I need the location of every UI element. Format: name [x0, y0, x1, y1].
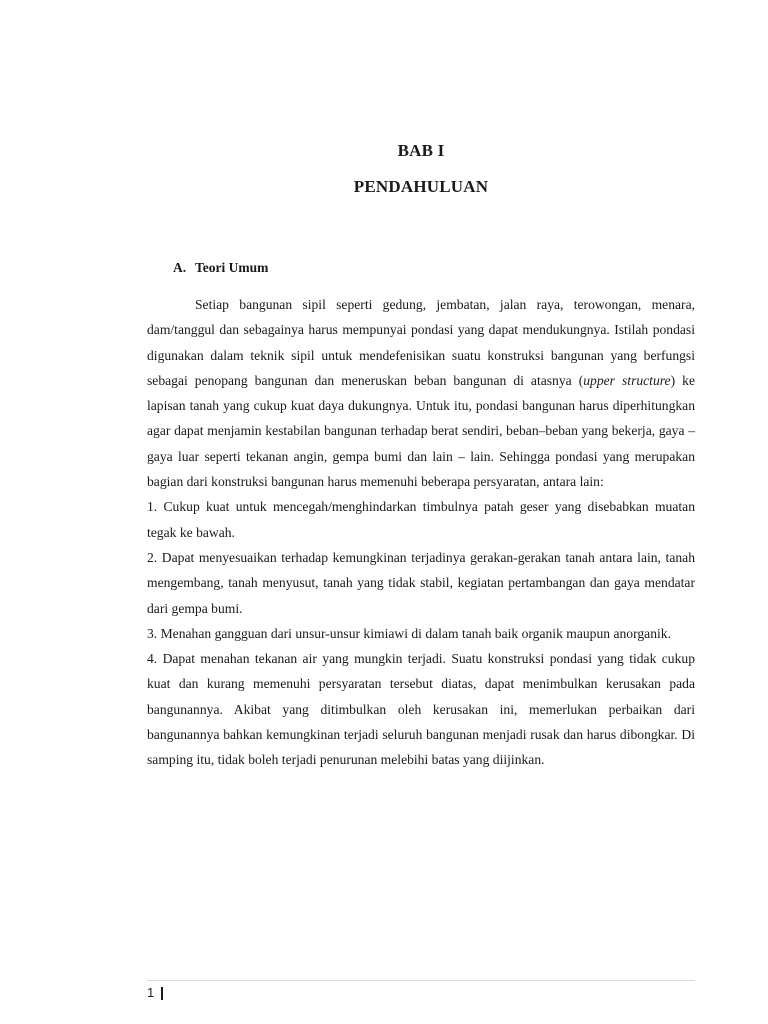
section-title: Teori Umum — [195, 260, 269, 275]
section-letter: A. — [173, 260, 187, 275]
list-item: 2. Dapat menyesuaikan terhadap kemungkinan terjadinya gerakan-gerakan tanah antara lain, tanah mengembang, tanah menyusut, tanah yang tidak stabil, kegiatan pertambangan dan gaya mendatar dari gempa bumi. — [147, 549, 695, 616]
chapter-number: BAB I — [397, 141, 445, 160]
section-heading — [173, 260, 268, 276]
intro-paragraph — [147, 292, 695, 494]
page-number-separator — [161, 987, 163, 1000]
list-item: 4. Dapat menahan tekanan air yang mungkin terjadi. Suatu konstruksi pondasi yang tidak cukup kuat dan kurang memenuhi persyaratan tersebut diatas, dapat menimbulkan kerusakan pada bangunannya. Akibat yang ditimbulkan oleh kerusakan ini, memerlukan perbaikan dari bangunannya bahkan kemungkinan terjadi seluruh bangunan menjadi rusak dan harus dibongkar. Di samping itu, tidak boleh terjadi penurunan melebihi batas yang diijinkan. — [147, 651, 695, 768]
body-text — [147, 292, 695, 773]
intro-paragraph-part1: Setiap bangunan sipil seperti gedung, jembatan, jalan raya, terowongan, menara, dam/tanggul dan sebagainya harus mempunyai pondasi yang dapat mendukungnya. Istilah pondasi digunakan dalam teknik sipil untuk mendefenisikan suatu konstruksi bangunan yang berfungsi sebagai penopang bangunan dan meneruskan beban bangunan di atasnya ( — [147, 297, 695, 388]
intro-paragraph-italic-term: upper structure — [583, 372, 671, 388]
list-item: 3. Menahan gangguan dari unsur-unsur kimiawi di dalam tanah baik organik maupun anorganik. — [147, 625, 671, 641]
intro-paragraph-part2: ) ke lapisan tanah yang cukup kuat daya dukungnya. Untuk itu, pondasi bangunan harus diperhitungkan agar dapat menjamin kestabilan bangunan terhadap berat sendiri, beban–beban yang bekerja, gaya – gaya luar seperti tekanan angin, gempa bumi dan lain – lain. Sehingga pondasi yang merupakan bagian dari konstruksi bangunan harus memenuhi beberapa persyaratan, antara lain: — [147, 372, 695, 490]
page-number: 1 — [147, 985, 155, 1000]
footer-divider — [147, 980, 695, 981]
chapter-title: PENDAHULUAN — [353, 177, 489, 196]
list-item: 1. Cukup kuat untuk mencegah/menghindarkan timbulnya patah geser yang disebabkan muatan tegak ke bawah. — [147, 499, 695, 540]
